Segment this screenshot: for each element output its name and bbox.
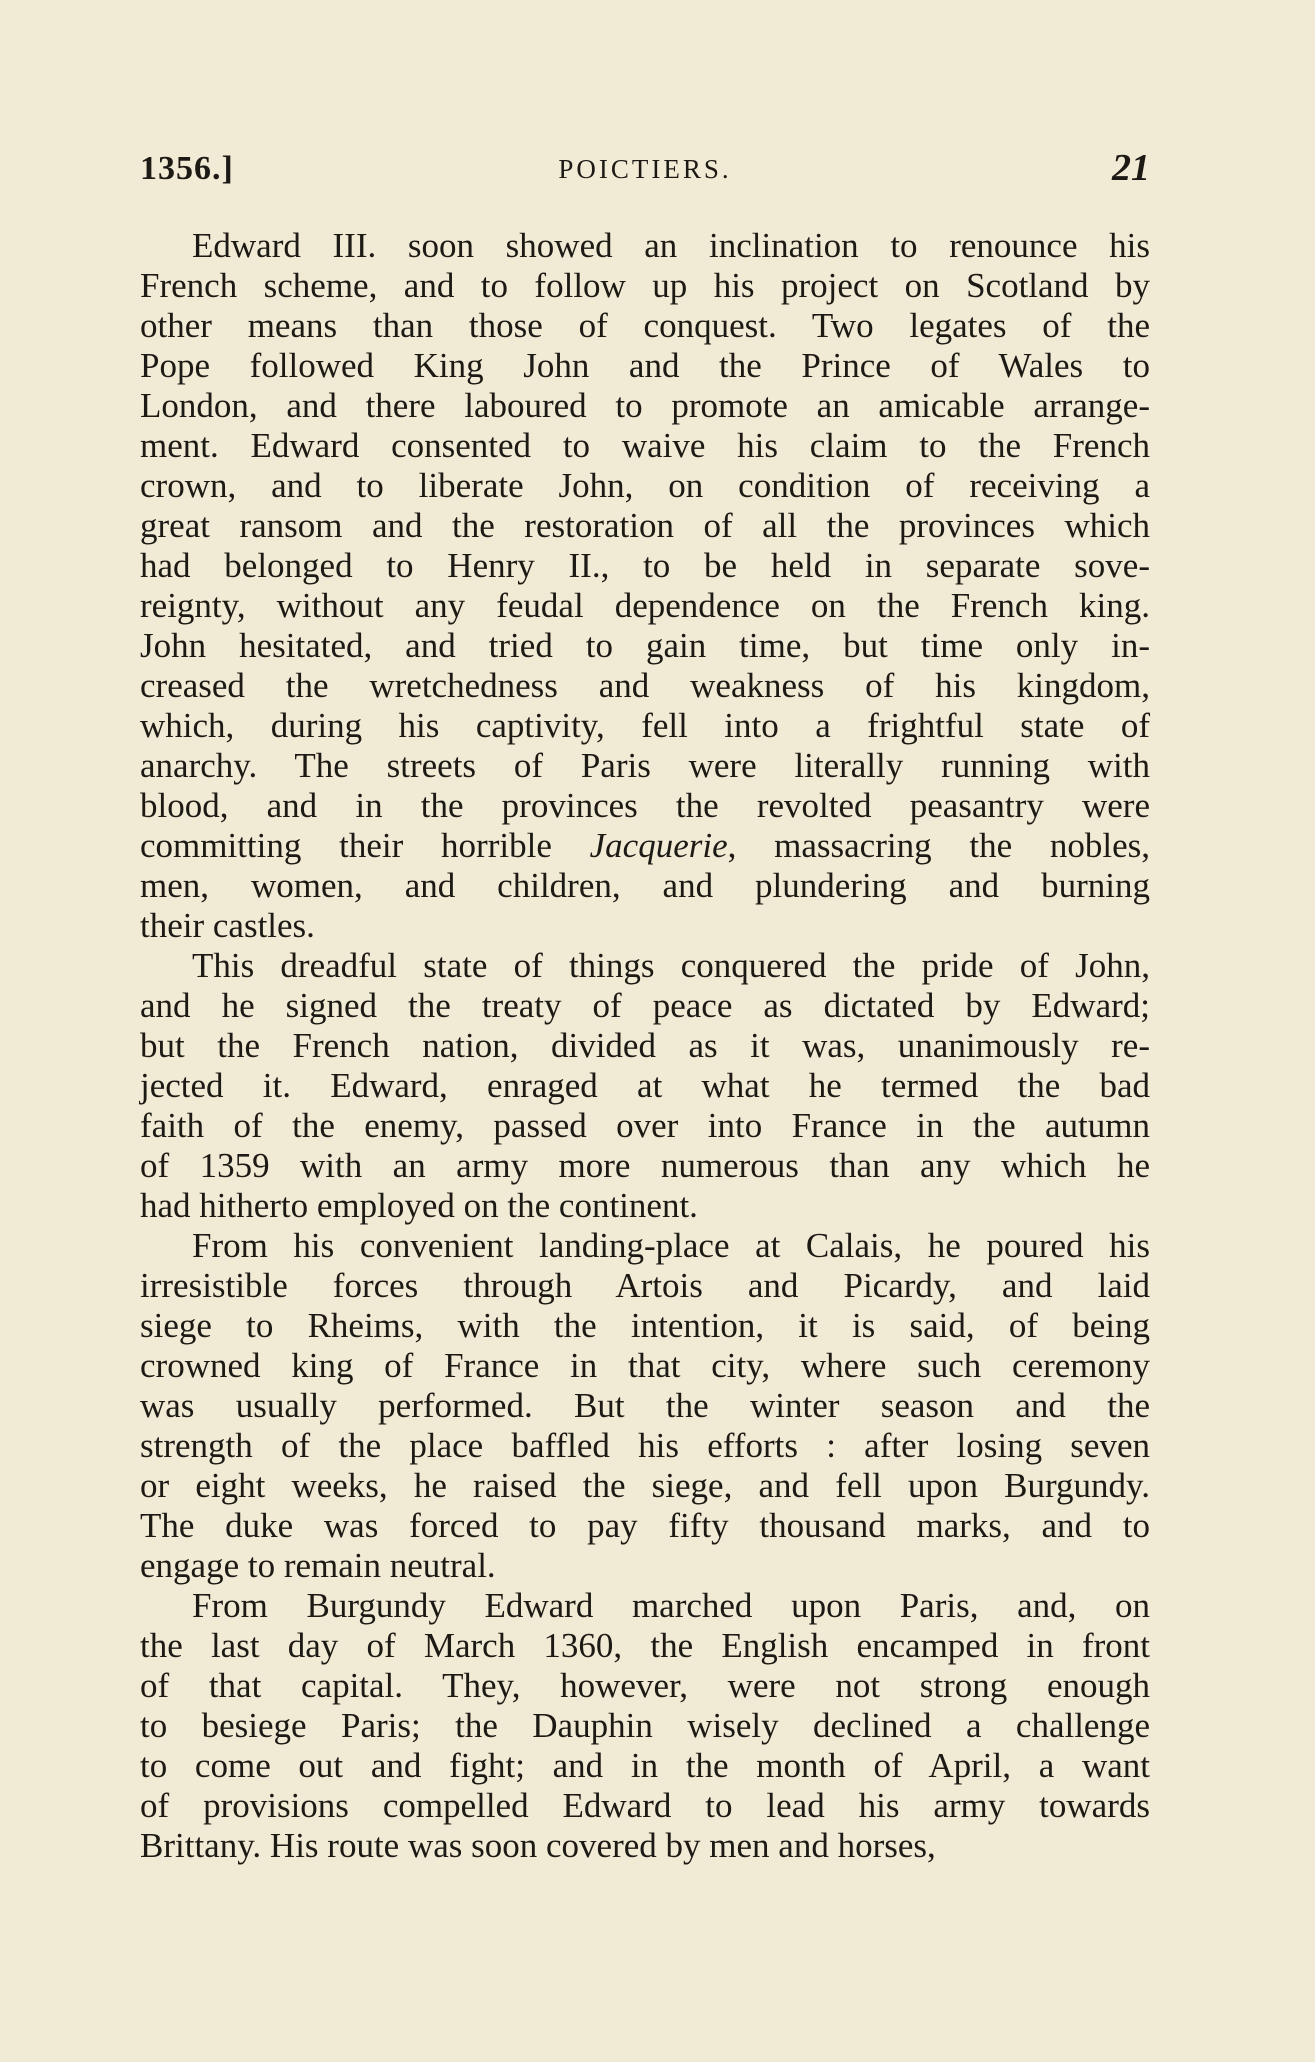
text-line: great ransom and the restoration of all the provinces which [140,506,1150,545]
text-line: which, during his captivity, fell into a frightful state of [140,706,1150,745]
text-line: crown, and to liberate John, on condition of receiving a [140,466,1150,505]
text-line: John hesitated, and tried to gain time, but time only in- [140,626,1150,665]
text-line: anarchy. The streets of Paris were literally running with [140,746,1150,785]
text-line: engage to remain neutral. [140,1546,496,1585]
paragraph [140,946,1150,1226]
text-line: London, and there laboured to promote an amicable arrange- [140,386,1150,425]
text-line: faith of the enemy, passed over into France in the autumn [140,1106,1150,1145]
paragraph [140,1586,1150,1866]
text-line: reignty, without any feudal dependence on the French king. [140,586,1150,625]
text-line: of that capital. They, however, were not strong enough [140,1666,1150,1705]
text-line: had belonged to Henry II., to be held in separate sove- [140,546,1150,585]
running-head [140,147,1150,200]
page-number: 21 [1112,147,1150,189]
text-line: to besiege Paris; the Dauphin wisely declined a challenge [140,1706,1150,1745]
text-line: of 1359 with an army more numerous than any which he [140,1146,1150,1185]
text-line: creased the wretchedness and weakness of his kingdom, [140,666,1150,705]
text-line: blood, and in the provinces the revolted peasantry were [140,786,1150,825]
body-text [140,226,1150,1866]
text-line: ment. Edward consented to waive his claim to the French [140,426,1150,465]
text-line: committing their horrible Jacquerie, massacring the nobles, [140,826,1151,865]
text-line: From his convenient landing-place at Calais, he poured his [192,1226,1150,1265]
running-head-title: POICTIERS. [558,154,732,184]
text-line: to come out and fight; and in the month of April, a want [140,1746,1150,1785]
text-line: and he signed the treaty of peace as dictated by Edward; [140,986,1150,1025]
text-line: crowned king of France in that city, where such ceremony [140,1346,1150,1385]
paragraph [140,226,1150,946]
text-line: other means than those of conquest. Two legates of the [140,306,1150,345]
text-line: or eight weeks, he raised the siege, and fell upon Burgundy. [140,1466,1150,1505]
text-line: jected it. Edward, enraged at what he termed the bad [140,1066,1150,1105]
paragraph [140,1226,1150,1586]
running-head-year: 1356.] [140,150,234,187]
text-line: siege to Rheims, with the intention, it is said, of being [140,1306,1150,1345]
text-line: strength of the place baffled his efforts : after losing seven [140,1426,1150,1465]
text-line: the last day of March 1360, the English encamped in front [140,1626,1150,1665]
text-line: men, women, and children, and plundering and burning [140,866,1150,905]
text-line: From Burgundy Edward marched upon Paris, and, on [192,1586,1150,1625]
text-line: their castles. [140,906,315,945]
text-line: French scheme, and to follow up his project on Scotland by [140,266,1150,305]
text-line: Brittany. His route was soon covered by men and horses, [140,1826,936,1865]
text-line: Pope followed King John and the Prince of Wales to [140,346,1150,385]
text-line: The duke was forced to pay fifty thousand marks, and to [140,1506,1150,1545]
text-line: of provisions compelled Edward to lead his army towards [140,1786,1150,1825]
text-line: Edward III. soon showed an inclination to renounce his [192,226,1150,265]
text-line: This dreadful state of things conquered the pride of John, [192,946,1150,985]
text-line: had hitherto employed on the continent. [140,1186,698,1225]
text-line: was usually performed. But the winter season and the [140,1386,1150,1425]
text-line: irresistible forces through Artois and Picardy, and laid [140,1266,1150,1305]
text-line: but the French nation, divided as it was, unanimously re- [140,1026,1150,1065]
